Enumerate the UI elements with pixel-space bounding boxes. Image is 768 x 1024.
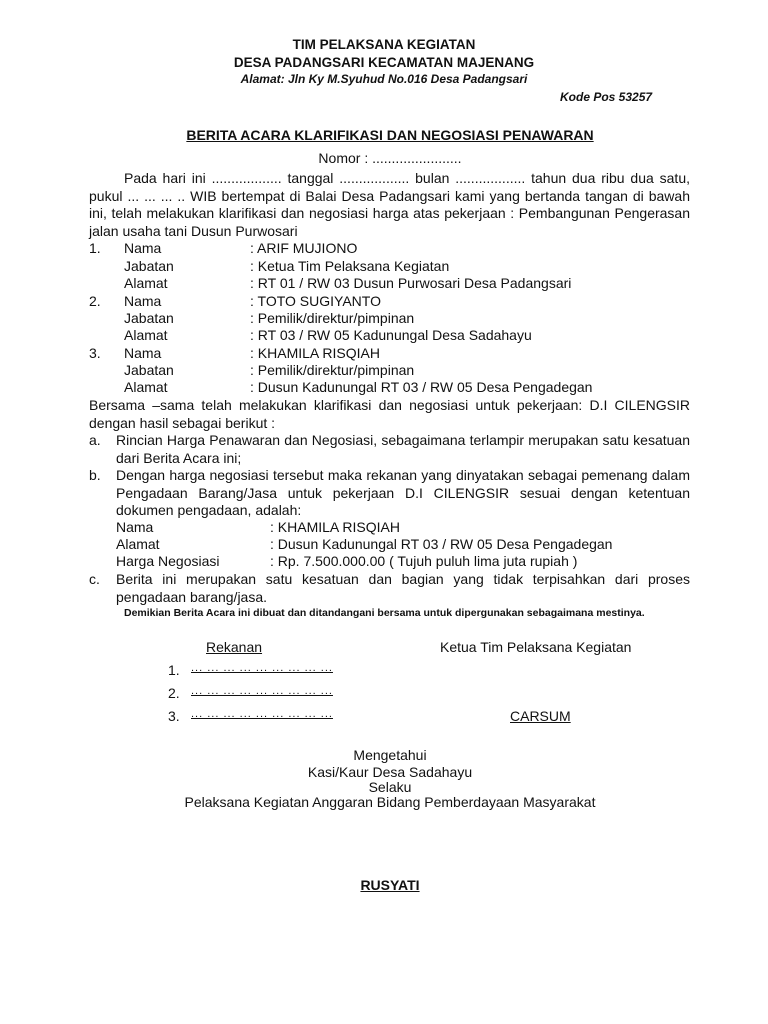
- winner-nama: : KHAMILA RISQIAH: [270, 519, 400, 535]
- party-1-nama: : ARIF MUJIONO: [250, 240, 358, 256]
- party-2-alamat: : RT 03 / RW 05 Kadunungal Desa Sadahayu: [250, 327, 532, 343]
- winner-nama-label: Nama: [116, 519, 154, 535]
- sig-line-1-number: 1.: [168, 662, 180, 678]
- header-line2: DESA PADANGSARI KECAMATAN MAJENANG: [233, 55, 535, 70]
- mengetahui-name: RUSYATI: [360, 877, 420, 893]
- item-c-text: Berita ini merupakan satu kesatuan dan bagian yang tidak terpisahkan dari proses pengadaan barang/jasa.: [116, 571, 690, 605]
- sig-line-3-dots: ... ... ... ... ... ... ... ... ...: [191, 708, 333, 720]
- intro-paragraph: Pada hari ini .................. tanggal .................. bulan .................. tahun dua ribu dua satu, pukul ... ... ... .. WIB bertempat di Balai Desa Padangsari kami yang bertanda tangan di bawah ini, telah melakukan klarifikasi dan negosiasi harga atas pekerjaan : Pembangunan Pengerasan jalan usaha tani Dusun Purwosari: [89, 170, 690, 239]
- party-1-number: 1.: [89, 240, 101, 256]
- winner-harga: : Rp. 7.500.000.00 ( Tujuh puluh lima juta rupiah ): [270, 553, 578, 569]
- item-a-text: Rincian Harga Penawaran dan Negosiasi, sebagaimana terlampir merupakan satu kesatuan dari Berita Acara ini;: [116, 432, 690, 466]
- party-1-alamat: : RT 01 / RW 03 Dusun Purwosari Desa Padangsari: [250, 275, 572, 291]
- sig-line-1-dots: ... ... ... ... ... ... ... ... ...: [191, 662, 333, 674]
- winner-harga-label: Harga Negosiasi: [116, 553, 220, 569]
- party-1-alamat-label: Alamat: [124, 275, 168, 291]
- bersama-paragraph: Bersama –sama telah melakukan klarifikasi dan negosiasi untuk pekerjaan: D.I CILENGSIR dengan hasil sebagai berikut :: [89, 397, 690, 431]
- party-3-alamat: : Dusun Kadunungal RT 03 / RW 05 Desa Pengadegan: [250, 379, 593, 395]
- sig-line-2-number: 2.: [168, 685, 180, 701]
- mengetahui-line3: Selaku: [368, 779, 412, 795]
- party-3-alamat-label: Alamat: [124, 379, 168, 395]
- party-3-jabatan: : Pemilik/direktur/pimpinan: [250, 362, 415, 378]
- header-line1: TIM PELAKSANA KEGIATAN: [292, 37, 476, 52]
- mengetahui-line4: Pelaksana Kegiatan Anggaran Bidang Pemberdayaan Masyarakat: [184, 794, 596, 810]
- party-2-nama: : TOTO SUGIYANTO: [250, 293, 381, 309]
- header-postcode: Kode Pos 53257: [560, 90, 653, 104]
- party-1-nama-label: Nama: [124, 240, 162, 256]
- document-number: Nomor : .......................: [318, 150, 462, 166]
- mengetahui-line1: Mengetahui: [353, 747, 427, 763]
- item-a-letter: a.: [89, 432, 101, 448]
- document-title: BERITA ACARA KLARIFIKASI DAN NEGOSIASI PENAWARAN: [186, 127, 594, 143]
- party-3-jabatan-label: Jabatan: [124, 362, 174, 378]
- party-2-nama-label: Nama: [124, 293, 162, 309]
- ketua-name: CARSUM: [510, 708, 571, 724]
- party-2-jabatan-label: Jabatan: [124, 310, 174, 326]
- item-b-letter: b.: [89, 467, 101, 483]
- party-2-alamat-label: Alamat: [124, 327, 168, 343]
- party-3-number: 3.: [89, 345, 101, 361]
- party-3-nama: : KHAMILA RISQIAH: [250, 345, 380, 361]
- ketua-label: Ketua Tim Pelaksana Kegiatan: [440, 639, 632, 655]
- party-1-jabatan: : Ketua Tim Pelaksana Kegiatan: [250, 258, 450, 274]
- item-c-letter: c.: [89, 571, 100, 587]
- closing-statement: Demikian Berita Acara ini dibuat dan ditandangani bersama untuk dipergunakan sebagaimana mestinya.: [124, 607, 645, 619]
- party-1-jabatan-label: Jabatan: [124, 258, 174, 274]
- winner-alamat: : Dusun Kadunungal RT 03 / RW 05 Desa Pengadegan: [270, 536, 613, 552]
- party-2-number: 2.: [89, 293, 101, 309]
- rekanan-label: Rekanan: [206, 639, 263, 655]
- sig-line-3-number: 3.: [168, 708, 180, 724]
- mengetahui-line2: Kasi/Kaur Desa Sadahayu: [307, 764, 473, 780]
- party-2-jabatan: : Pemilik/direktur/pimpinan: [250, 310, 415, 326]
- header-address: Alamat: Jln Ky M.Syuhud No.016 Desa Padangsari: [240, 72, 528, 86]
- party-3-nama-label: Nama: [124, 345, 162, 361]
- winner-alamat-label: Alamat: [116, 536, 160, 552]
- item-b-text: Dengan harga negosiasi tersebut maka rekanan yang dinyatakan sebagai pemenang dalam Pengadaan Barang/Jasa untuk pekerjaan D.I CILENGSIR sesuai dengan ketentuan dokumen pengadaan, adalah:: [116, 467, 690, 518]
- sig-line-2-dots: ... ... ... ... ... ... ... ... ...: [191, 685, 333, 697]
